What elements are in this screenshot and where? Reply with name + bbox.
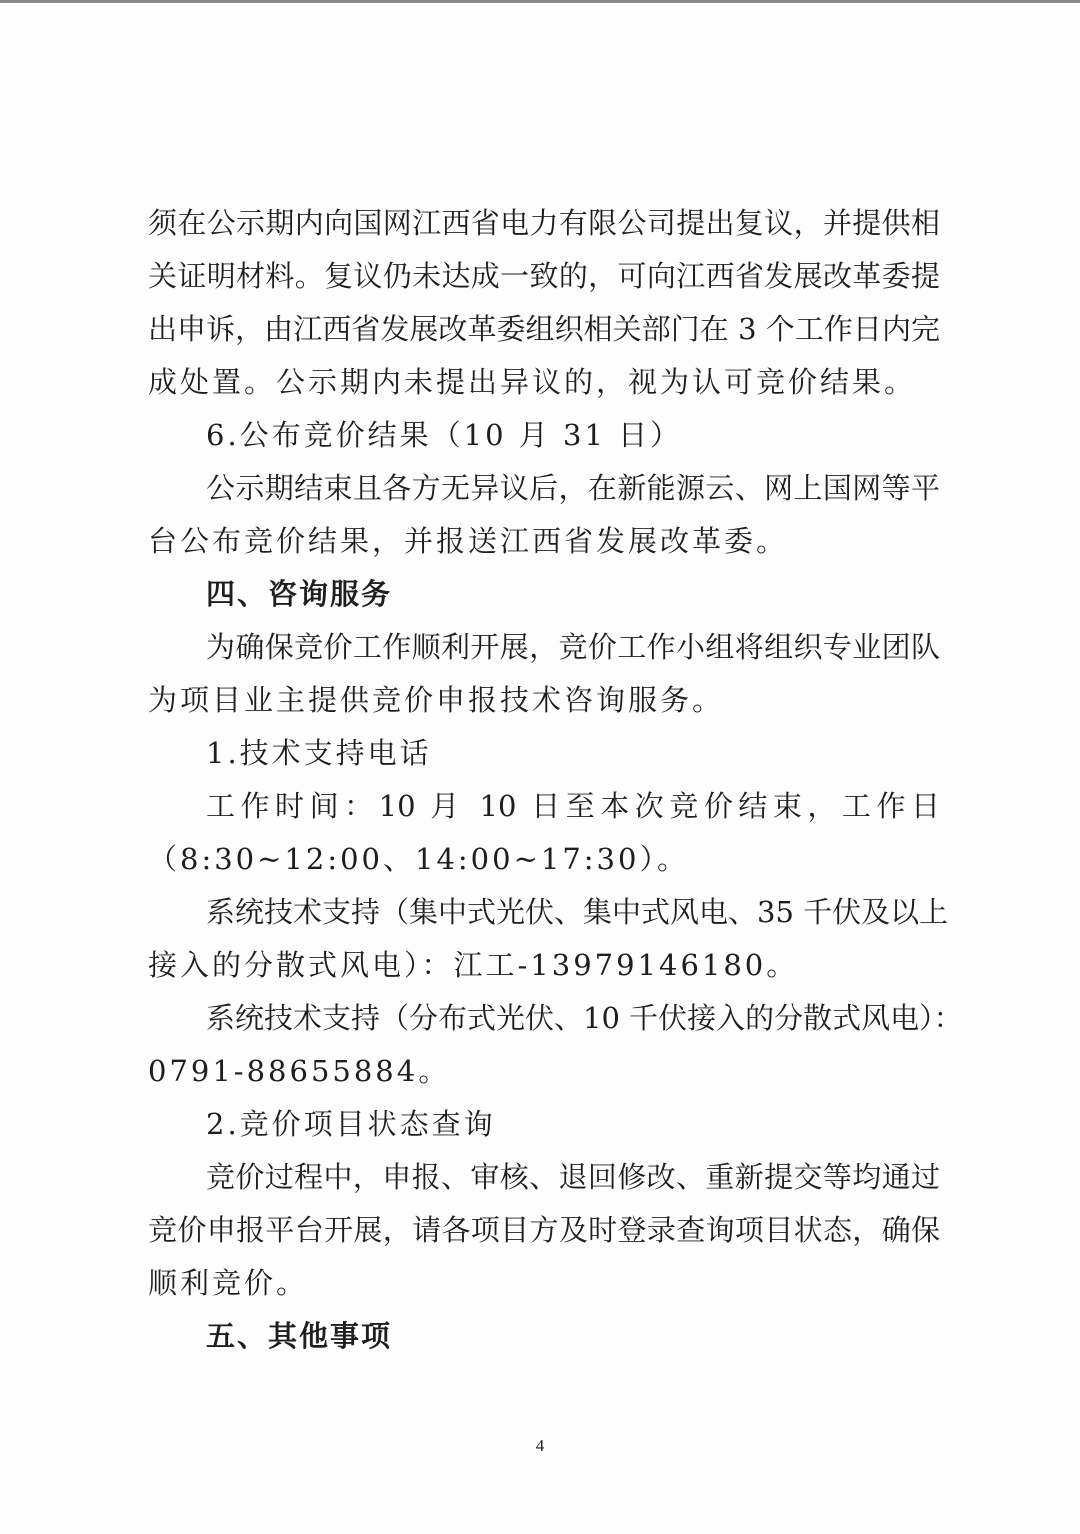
paragraph-line: 工作时间：10 月 10 日至本次竞价结束，工作日 bbox=[206, 789, 940, 823]
paragraph-line: 接入的分散式风电）：江工-13979146180。 bbox=[148, 948, 799, 982]
paragraph-line: 竞价过程中，申报、审核、退回修改、重新提交等均通过 bbox=[206, 1160, 940, 1194]
subheading: 1.技术支持电话 bbox=[206, 736, 432, 770]
paragraph-line: 0791-88655884。 bbox=[148, 1054, 451, 1088]
paragraph-line: 出申诉，由江西省发展改革委组织相关部门在 3 个工作日内完 bbox=[148, 312, 940, 346]
paragraph-line: 公示期结束且各方无异议后，在新能源云、网上国网等平 bbox=[206, 471, 940, 505]
section-heading: 四、咨询服务 bbox=[206, 577, 393, 611]
page-number: 4 bbox=[535, 1436, 545, 1455]
paragraph-line: 系统技术支持（分布式光伏、10 千伏接入的分散式风电）： bbox=[206, 1001, 963, 1035]
subheading: 2.竞价项目状态查询 bbox=[206, 1107, 496, 1141]
paragraph-line: 为项目业主提供竞价申报技术咨询服务。 bbox=[148, 683, 725, 717]
paragraph-line: 成处置。公示期内未提出异议的，视为认可竞价结果。 bbox=[148, 365, 917, 399]
paragraph-line: 台公布竞价结果，并报送江西省发展改革委。 bbox=[148, 524, 789, 558]
top-border-line bbox=[0, 0, 1080, 3]
paragraph-line: （8:30~12:00、14:00~17:30）。 bbox=[148, 842, 689, 876]
paragraph-line: 为确保竞价工作顺利开展，竞价工作小组将组织专业团队 bbox=[206, 630, 940, 664]
paragraph-line: 顺利竞价。 bbox=[148, 1266, 309, 1300]
paragraph-line: 竞价申报平台开展，请各项目方及时登录查询项目状态，确保 bbox=[148, 1213, 940, 1247]
section-heading: 五、其他事项 bbox=[206, 1319, 393, 1353]
paragraph-line: 须在公示期内向国网江西省电力有限公司提出复议，并提供相 bbox=[148, 206, 940, 240]
paragraph-line: 系统技术支持（集中式光伏、集中式风电、35 千伏及以上 bbox=[206, 895, 949, 929]
subheading: 6.公布竞价结果（10 月 31 日） bbox=[206, 418, 683, 452]
paragraph-line: 关证明材料。复议仍未达成一致的，可向江西省发展改革委提 bbox=[148, 259, 940, 293]
